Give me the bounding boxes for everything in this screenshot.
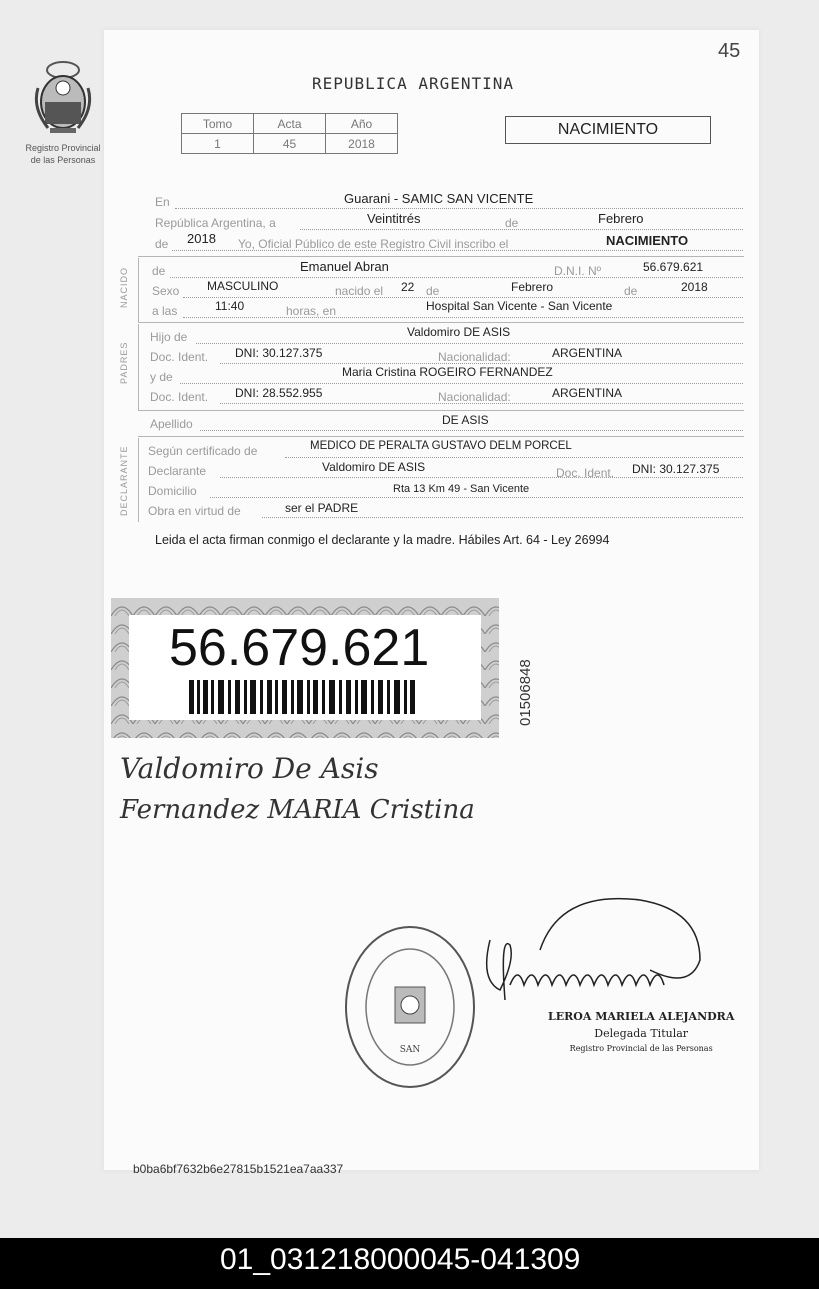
mother-nationality: ARGENTINA bbox=[552, 386, 623, 400]
declarant-doc-label: Doc. Ident. bbox=[556, 466, 615, 480]
obra-label: Obra en virtud de bbox=[148, 504, 241, 518]
document-type-box: NACIMIENTO bbox=[505, 116, 711, 144]
a-las-label: a las bbox=[152, 304, 178, 318]
section-nacido bbox=[113, 258, 139, 322]
dotted-line bbox=[210, 497, 743, 498]
de-label-4: de bbox=[624, 284, 638, 298]
dotted-line bbox=[300, 229, 743, 230]
coat-of-arms-icon bbox=[28, 58, 98, 136]
anio-label: Año bbox=[326, 114, 398, 134]
mother-dni: DNI: 28.552.955 bbox=[235, 386, 323, 400]
address-value: Rta 13 Km 49 - San Vicente bbox=[393, 483, 530, 495]
mother-doc-label: Doc. Ident. bbox=[150, 390, 209, 404]
mother-name: Maria Cristina ROGEIRO FERNANDEZ bbox=[342, 365, 553, 379]
child-name: Emanuel Abran bbox=[300, 259, 389, 274]
dotted-line bbox=[170, 277, 743, 278]
birth-place: Hospital San Vicente - San Vicente bbox=[426, 299, 613, 313]
dotted-line bbox=[183, 317, 743, 318]
registry-table bbox=[181, 113, 398, 154]
acta-label: Acta bbox=[254, 114, 326, 134]
section-padres bbox=[113, 324, 139, 410]
dni-label: D.N.I. Nº bbox=[554, 264, 602, 278]
acta-value: 45 bbox=[254, 134, 326, 154]
section-declarante bbox=[113, 438, 139, 522]
section-divider bbox=[138, 436, 744, 437]
registry-label-line1: Registro Provincial bbox=[25, 143, 101, 153]
certificate-value: MEDICO DE PERALTA GUSTAVO DELM PORCEL bbox=[310, 440, 572, 452]
legal-legend: Leida el acta firman conmigo el declarante y la madre. Hábiles Art. 64 - Ley 26994 bbox=[155, 533, 610, 547]
birth-month: Febrero bbox=[511, 280, 554, 294]
barcode bbox=[189, 680, 415, 714]
surname-value: DE ASIS bbox=[442, 413, 489, 427]
apellido-label: Apellido bbox=[150, 417, 193, 431]
father-handwritten-signature: Valdomiro De Asis bbox=[120, 752, 379, 785]
declarant-name: Valdomiro DE ASIS bbox=[322, 460, 426, 474]
dotted-line bbox=[262, 517, 743, 518]
declarante-label: Declarante bbox=[148, 464, 207, 478]
anio-value: 2018 bbox=[326, 134, 398, 154]
father-dni: DNI: 30.127.375 bbox=[235, 346, 323, 360]
place-value: Guarani - SAMIC SAN VICENTE bbox=[344, 191, 534, 206]
officer-title: Delegada Titular bbox=[594, 1027, 689, 1040]
birth-day: 22 bbox=[401, 280, 415, 294]
sticker-serial-text: 01506848 bbox=[517, 659, 534, 726]
sticker-dni: 56.679.621 bbox=[169, 619, 430, 677]
child-dni: 56.679.621 bbox=[643, 260, 704, 274]
de-label-3: de bbox=[426, 284, 440, 298]
section-declarante-label: DECLARANTE bbox=[119, 445, 129, 516]
en-label: En bbox=[155, 195, 170, 209]
day-words: Veintitrés bbox=[367, 211, 421, 226]
sticker-serial bbox=[497, 630, 534, 726]
tomo-label: Tomo bbox=[182, 114, 254, 134]
de-label: de bbox=[505, 216, 519, 230]
oficial-text: Yo, Oficial Público de este Registro Civil inscribo el bbox=[238, 237, 509, 251]
section-divider bbox=[138, 256, 744, 257]
document-hash: b0ba6bf7632b6e27815b1521ea7aa337 bbox=[133, 1162, 344, 1176]
certificado-label: Según certificado de bbox=[148, 444, 258, 458]
parent-signatures bbox=[120, 752, 475, 825]
father-doc-label: Doc. Ident. bbox=[150, 350, 209, 364]
father-nationality-label: Nacionalidad: bbox=[438, 350, 511, 364]
page-number: 45 bbox=[718, 40, 741, 62]
dotted-line bbox=[285, 457, 743, 458]
domicilio-label: Domicilio bbox=[148, 484, 197, 498]
officer-name: LEROA MARIELA ALEJANDRA bbox=[548, 1010, 735, 1023]
republica-label: República Argentina, a bbox=[155, 216, 276, 230]
dotted-line bbox=[200, 430, 743, 431]
birth-time: 11:40 bbox=[215, 299, 245, 313]
footer-code: 01_031218000045-041309 bbox=[220, 1243, 581, 1276]
official-stamp bbox=[340, 922, 480, 1092]
officer-office: Registro Provincial de las Personas bbox=[569, 1044, 713, 1053]
de-label-2: de bbox=[155, 237, 169, 251]
father-nationality: ARGENTINA bbox=[552, 346, 623, 360]
year-value: 2018 bbox=[187, 231, 216, 246]
mother-nationality-label: Nacionalidad: bbox=[438, 390, 511, 404]
y-de-label: y de bbox=[150, 370, 173, 384]
dotted-line bbox=[220, 477, 743, 478]
registry-label-line2: de las Personas bbox=[30, 155, 96, 165]
svg-text:SAN: SAN bbox=[399, 1045, 421, 1055]
inscription-type: NACIMIENTO bbox=[606, 233, 689, 248]
section-divider bbox=[138, 322, 744, 323]
obra-value: ser el PADRE bbox=[285, 501, 359, 515]
birth-year: 2018 bbox=[681, 280, 708, 294]
tomo-value: 1 bbox=[182, 134, 254, 154]
document-title: REPUBLICA ARGENTINA bbox=[312, 74, 515, 93]
dotted-line bbox=[180, 383, 743, 384]
footer-bar bbox=[0, 1238, 819, 1289]
month-value: Febrero bbox=[598, 211, 644, 226]
nacido-el-label: nacido el bbox=[335, 284, 384, 298]
declarant-dni: DNI: 30.127.375 bbox=[632, 462, 720, 476]
dotted-line bbox=[196, 343, 743, 344]
nacido-de-label: de bbox=[152, 264, 166, 278]
id-sticker bbox=[111, 598, 499, 738]
horas-en-label: horas, en bbox=[286, 304, 337, 318]
dotted-line bbox=[175, 208, 743, 209]
officer-stamp bbox=[548, 1010, 734, 1053]
section-padres-label: PADRES bbox=[119, 341, 129, 384]
sexo-label: Sexo bbox=[152, 284, 180, 298]
section-divider bbox=[138, 410, 744, 411]
mother-handwritten-signature: Fernandez MARIA Cristina bbox=[120, 795, 475, 825]
father-name: Valdomiro DE ASIS bbox=[407, 325, 511, 339]
dotted-line bbox=[183, 297, 743, 298]
section-nacido-label: NACIDO bbox=[119, 266, 129, 308]
child-sex: MASCULINO bbox=[207, 279, 279, 293]
registry-logo bbox=[20, 58, 106, 165]
hijo-de-label: Hijo de bbox=[150, 330, 188, 344]
